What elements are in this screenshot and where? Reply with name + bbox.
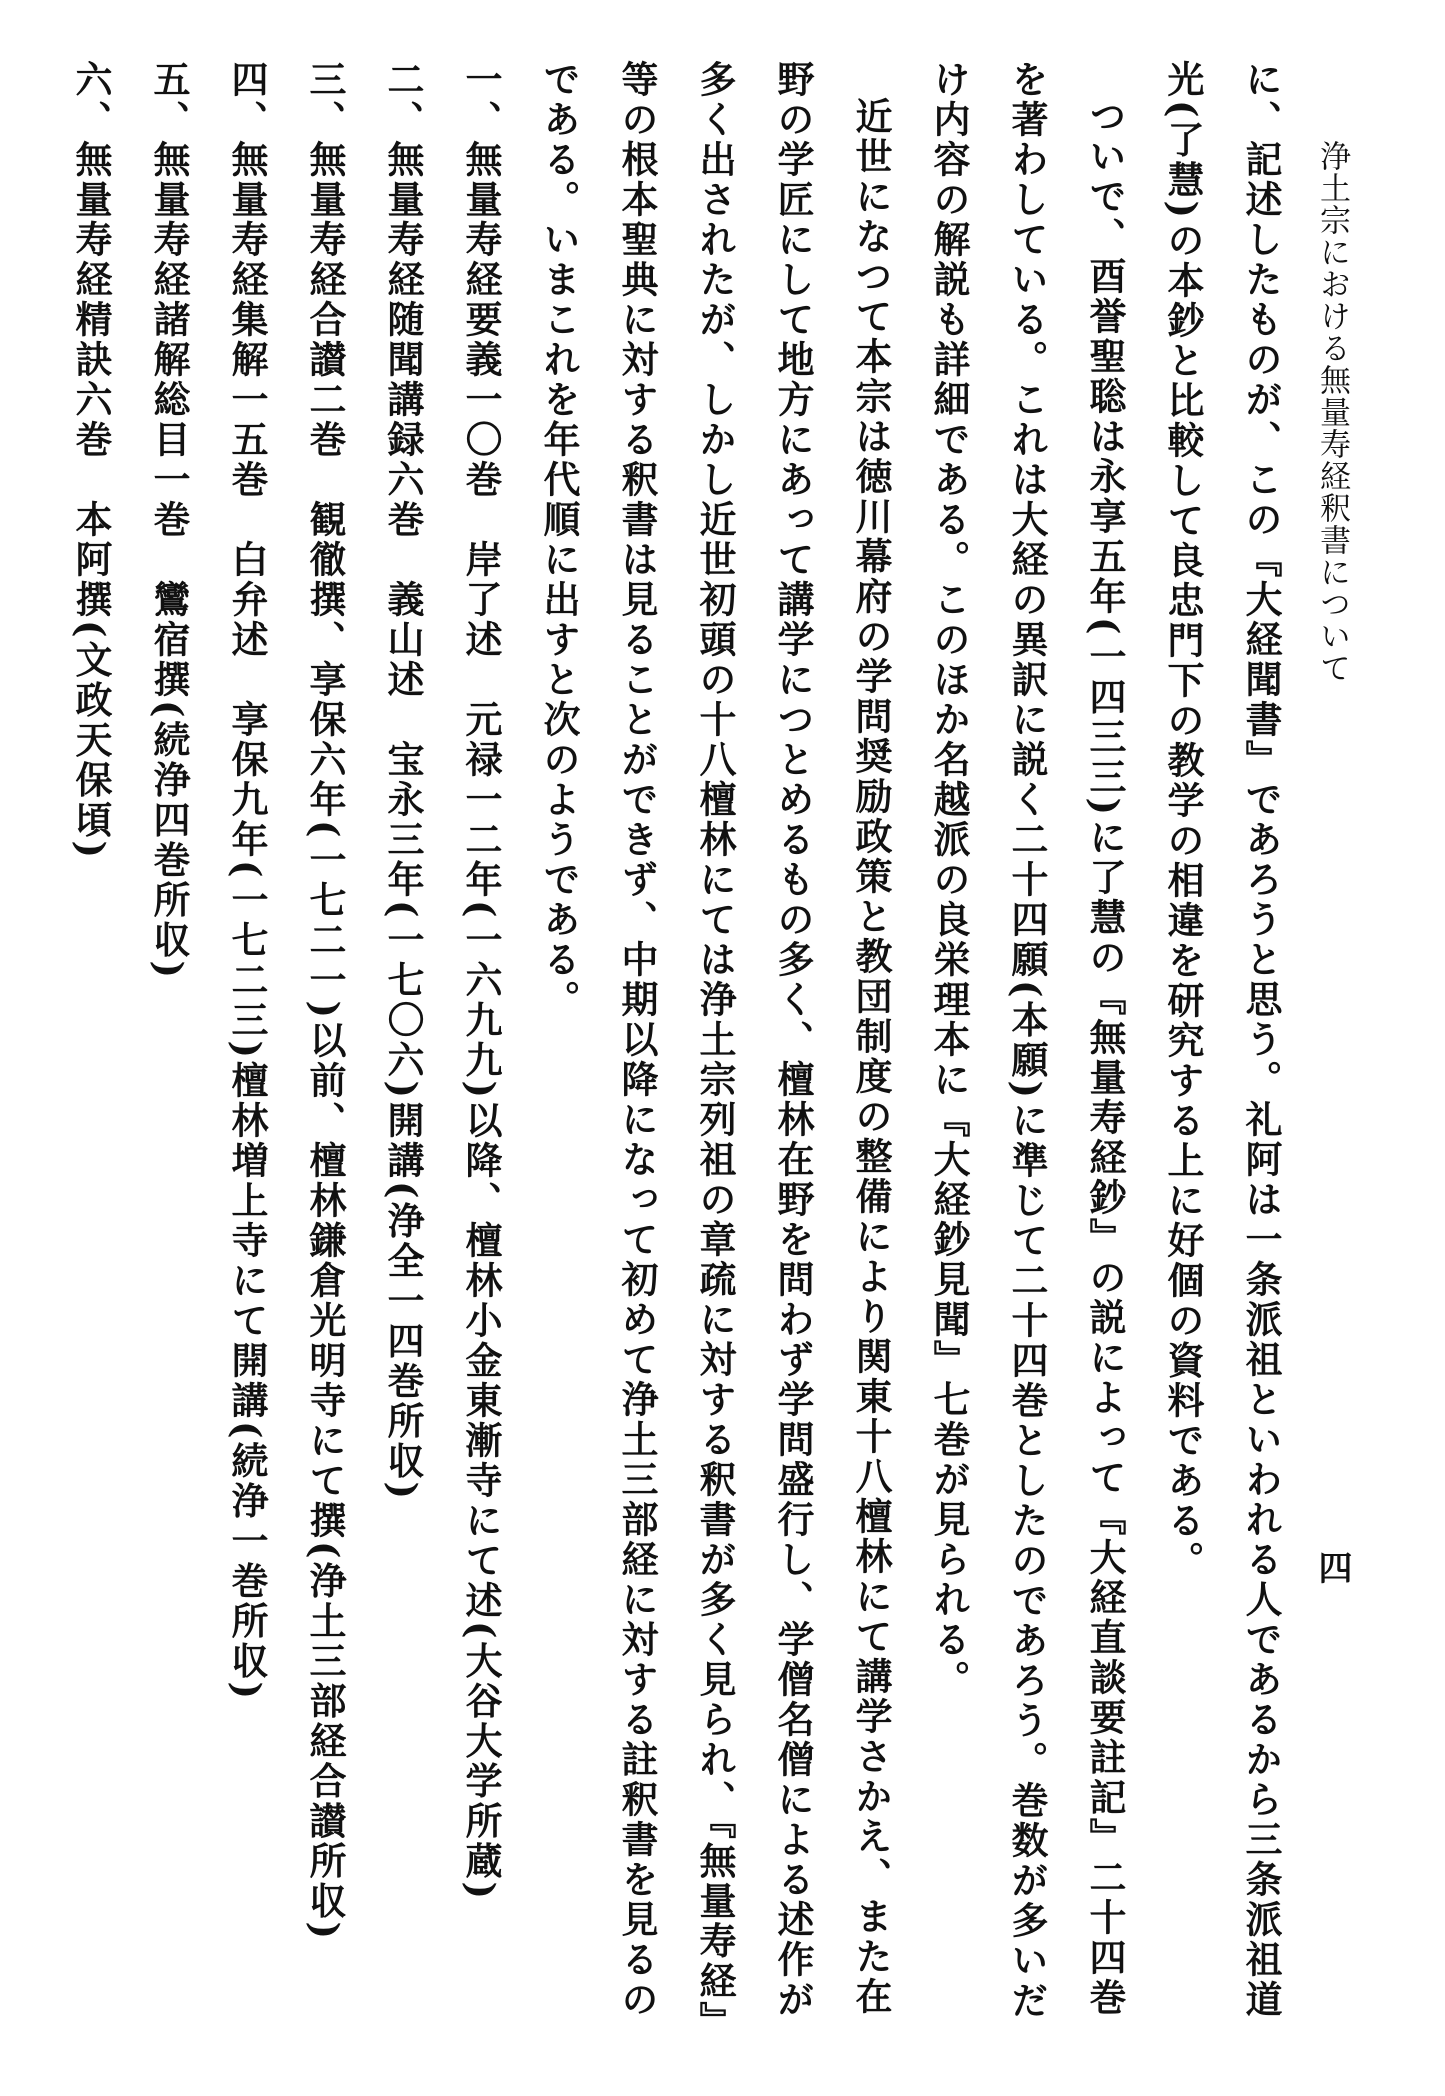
paragraph-continuation: に、記述したものが、この『大経聞書』であろうと思う。礼阿は一条派祖といわれる人であるから三条派祖道光(了慧)の本鈔と比較して良忠門下の教学の相違を研究する上に好個の資料である。 — [1161, 60, 1283, 2020]
page-number: 四 — [1312, 1550, 1352, 1584]
list-item: 六、無量寿経精訣六巻 本阿撰(文政天保頃) — [69, 60, 113, 862]
list-item: 五、無量寿経諸解総目一巻 鸞宿撰(続浄四巻所収) — [147, 60, 191, 982]
list-item: 三、無量寿経合讃二巻 観徹撰、享保六年(一七二一)以前、檀林鎌倉光明寺にて撰(浄土三部経合讃所収) — [303, 60, 347, 1943]
paragraph-seiyo-shoso: ついで、酉誉聖聡は永享五年(一四三三)に了慧の『無量寿経鈔』の説によって『大経直談要註記』二十四巻を著わしている。これは大経の異訳に説く二十四願(本願)に準じて二十四巻としたのであろう。巻数が多いだけ内容の解説も詳細である。このほか名越派の良栄理本に『大経鈔見聞』七巻が見られる。 — [927, 60, 1127, 2022]
body-text — [69, 60, 1300, 2050]
list-item: 四、無量寿経集解一五巻 白弁述 享保九年(一七二三)檀林増上寺にて開講(続浄一巻所収) — [225, 60, 269, 1703]
running-head: 浄土宗における無量寿経釈書について — [1314, 140, 1350, 684]
list-item: 二、無量寿経随聞講録六巻 義山述 宝永三年(一七〇六)開講(浄全一四巻所収) — [381, 60, 425, 1503]
list-item: 一、無量寿経要義一〇巻 岸了述 元禄一二年(一六九九)以降、檀林小金東漸寺にて述(大谷大学所蔵) — [459, 60, 503, 1903]
paragraph-early-modern: 近世になつて本宗は徳川幕府の学問奨励政策と教団制度の整備により関東十八檀林にて講学さかえ、また在野の学匠にして地方にあって講学につとめるもの多く、檀林在野を問わず学問盛行し、学僧名僧による述作が多く出されたが、しかし近世初頭の十八檀林にては浄土宗列祖の章疏に対する釈書が多く見られ、『無量寿経』等の根本聖典に対する釈書は見ることができず、中期以降になって初めて浄土三部経に対する註釈書を見るのである。いまこれを年代順に出すと次のようである。 — [537, 60, 893, 2042]
